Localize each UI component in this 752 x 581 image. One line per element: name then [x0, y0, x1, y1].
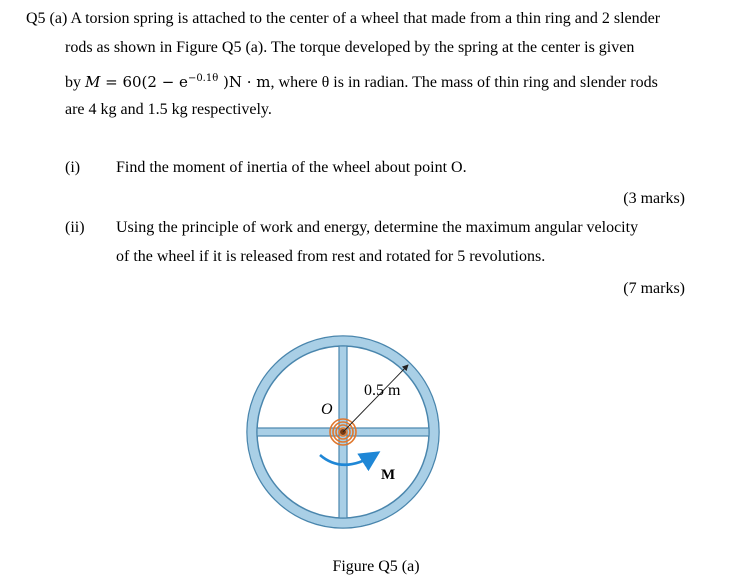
question-line-3 — [65, 69, 658, 93]
question-line-3-prefix: by — [65, 74, 85, 91]
question-label: Q5 (a) — [26, 10, 68, 27]
part-i-marks: (3 marks) — [623, 190, 685, 207]
part-i-number: (i) — [65, 159, 81, 176]
question-line-3-suffix: , where θ is in radian. The mass of thin ring and slender rods — [270, 74, 658, 91]
equation-symbol-m: M — [85, 73, 101, 91]
figure-caption: Figure Q5 (a) — [332, 558, 420, 575]
equation-exponent: −0.1θ — [187, 73, 219, 84]
center-label-o: O — [321, 401, 333, 418]
part-ii-text-line-2: of the wheel if it is released from rest and rotated for 5 revolutions. — [116, 248, 546, 265]
part-ii-number: (ii) — [65, 219, 85, 236]
torque-equation — [85, 73, 271, 91]
equation-units: )N · m — [218, 73, 271, 91]
part-ii-text-line-1: Using the principle of work and energy, determine the maximum angular velocity — [116, 219, 639, 236]
part-i-text: Find the moment of inertia of the wheel about point O. — [116, 159, 467, 176]
question-text-line-1: A torsion spring is attached to the center of a wheel that made from a thin ring and 2 slender — [70, 10, 661, 27]
question-line-1 — [26, 9, 660, 29]
radius-label: 0.5 m — [364, 382, 401, 399]
question-text-line-4: are 4 kg and 1.5 kg respectively. — [65, 101, 272, 118]
equation-body: = 60(2 − e — [100, 73, 188, 91]
question-text-line-2: rods as shown in Figure Q5 (a). The torque developed by the spring at the center is given — [65, 39, 635, 56]
wheel-figure — [230, 315, 460, 555]
part-ii-marks: (7 marks) — [623, 280, 685, 297]
moment-label: M — [381, 467, 396, 483]
